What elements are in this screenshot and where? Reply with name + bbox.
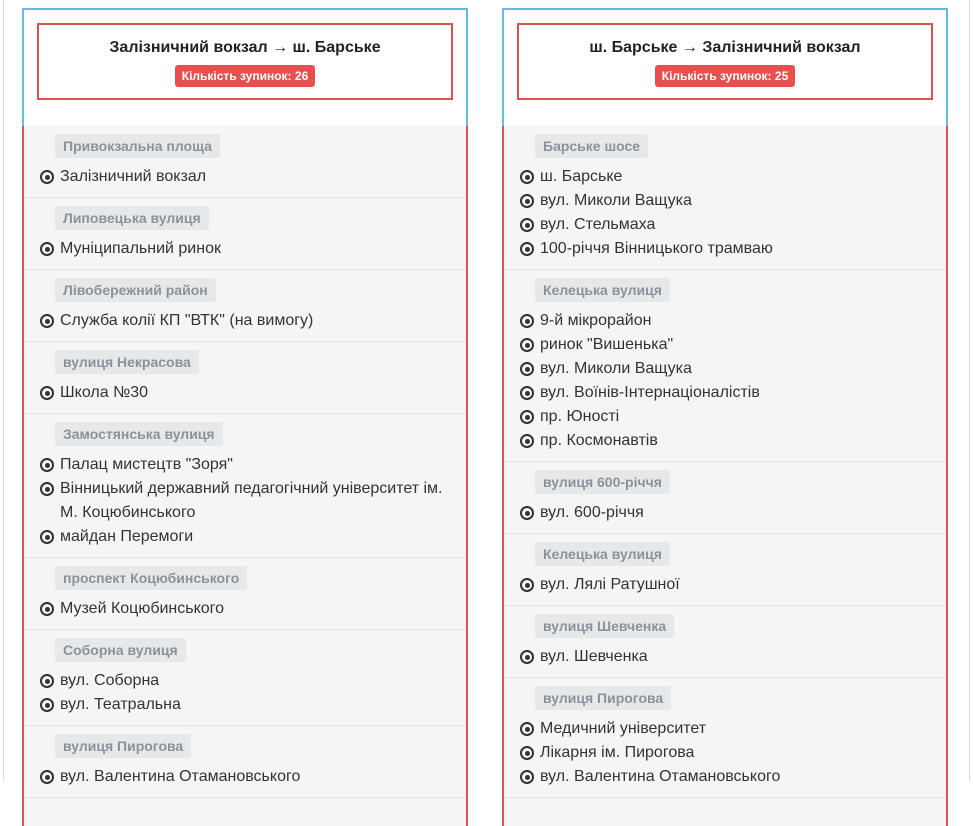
street-group — [24, 726, 466, 798]
stop-list — [520, 645, 946, 669]
dot-circle-icon — [520, 722, 534, 736]
route-header-box — [37, 23, 453, 100]
dot-circle-icon — [520, 506, 534, 520]
street-label: Келецька вулиця — [535, 542, 670, 566]
stop-item — [520, 741, 946, 765]
stop-item — [40, 309, 466, 333]
stop-item — [40, 477, 466, 525]
route-header — [22, 8, 468, 126]
stop-name: вул. Миколи Ващука — [540, 192, 692, 209]
dot-circle-icon — [40, 698, 54, 712]
stop-list — [520, 501, 946, 525]
stop-item — [40, 597, 466, 621]
dot-circle-icon — [520, 242, 534, 256]
stop-name: ш. Барське — [540, 168, 623, 185]
stops-body — [502, 126, 948, 826]
stop-name: пр. Космонавтів — [540, 432, 658, 449]
stop-name: Служба колії КП "ВТК" (на вимогу) — [60, 312, 314, 329]
street-group — [24, 414, 466, 558]
street-label: проспект Коцюбинського — [55, 566, 247, 590]
street-label: Привокзальна площа — [55, 134, 220, 158]
stop-name: Медичний університет — [540, 720, 707, 737]
route-title: ш. Барське → Залізничний вокзал — [589, 39, 861, 56]
stop-list — [40, 165, 466, 189]
stop-name: Школа №30 — [60, 384, 149, 401]
stop-list — [40, 669, 466, 717]
dot-circle-icon — [40, 458, 54, 472]
street-label: вулиця Пирогова — [55, 734, 191, 758]
stop-item — [40, 237, 466, 261]
stop-item — [40, 381, 466, 405]
street-group — [24, 126, 466, 198]
stop-name: майдан Перемоги — [60, 528, 194, 545]
dot-circle-icon — [520, 218, 534, 232]
street-group — [504, 606, 946, 678]
stop-name: Муніципальний ринок — [60, 240, 221, 257]
stop-name: Залізничний вокзал — [60, 168, 207, 185]
street-label: Барське шосе — [535, 134, 648, 158]
stop-list — [520, 309, 946, 453]
stop-list — [520, 717, 946, 789]
stop-name: вул. Миколи Ващука — [540, 360, 692, 377]
dot-circle-icon — [40, 602, 54, 616]
dot-circle-icon — [40, 386, 54, 400]
stop-item — [520, 429, 946, 453]
dot-circle-icon — [520, 386, 534, 400]
stop-name: Палац мистецтв "Зоря" — [60, 456, 233, 473]
stops-count-badge: Кількість зупинок: 26 — [175, 65, 316, 87]
stop-item — [40, 165, 466, 189]
stop-item — [520, 357, 946, 381]
route-title: Залізничний вокзал → ш. Барське — [109, 39, 381, 56]
street-group — [24, 342, 466, 414]
stop-name: вул. Лялі Ратушної — [540, 576, 680, 593]
street-label: Липовецька вулиця — [55, 206, 209, 230]
stop-item — [520, 189, 946, 213]
stop-name: вул. Воїнів-Інтернаціоналістів — [540, 384, 760, 401]
stop-list — [40, 453, 466, 549]
stop-item — [40, 525, 466, 549]
stops-body — [22, 126, 468, 826]
dot-circle-icon — [520, 194, 534, 208]
stop-item — [40, 453, 466, 477]
dot-circle-icon — [40, 314, 54, 328]
stop-list — [40, 765, 466, 789]
dot-circle-icon — [520, 338, 534, 352]
stop-item — [40, 669, 466, 693]
street-group — [24, 630, 466, 726]
stop-name: вул. 600-річчя — [540, 504, 644, 521]
stop-item — [520, 309, 946, 333]
street-label: вулиця Некрасова — [55, 350, 199, 374]
street-group — [504, 126, 946, 270]
street-group — [24, 198, 466, 270]
stop-name: 9-й мікрорайон — [540, 312, 652, 329]
stop-list — [40, 309, 466, 333]
dot-circle-icon — [40, 482, 54, 496]
stop-item — [40, 765, 466, 789]
stop-name: вул. Валентина Отамановського — [60, 768, 301, 785]
dot-circle-icon — [40, 770, 54, 784]
stop-name: 100-річчя Вінницького трамваю — [540, 240, 773, 257]
stop-item — [520, 333, 946, 357]
stop-list — [520, 573, 946, 597]
stop-item — [520, 717, 946, 741]
dot-circle-icon — [40, 242, 54, 256]
street-label: вулиця Шевченка — [535, 614, 674, 638]
route-header — [502, 8, 948, 126]
street-group — [504, 462, 946, 534]
stop-name: пр. Юності — [540, 408, 620, 425]
page-edge-left — [3, 0, 4, 781]
stop-item — [520, 213, 946, 237]
stop-item — [520, 405, 946, 429]
route-header-box — [517, 23, 933, 100]
stop-name: вул. Шевченка — [540, 648, 648, 665]
dot-circle-icon — [520, 746, 534, 760]
stop-item — [520, 645, 946, 669]
street-label: вулиця 600-річчя — [535, 470, 670, 494]
dot-circle-icon — [520, 770, 534, 784]
street-label: Соборна вулиця — [55, 638, 186, 662]
stop-item — [520, 237, 946, 261]
stop-name: вул. Театральна — [60, 696, 181, 713]
street-group — [504, 534, 946, 606]
stop-name: вул. Стельмаха — [540, 216, 656, 233]
dot-circle-icon — [40, 170, 54, 184]
route-panel-return — [502, 8, 948, 808]
dot-circle-icon — [520, 650, 534, 664]
stop-item — [520, 765, 946, 789]
stop-list — [520, 165, 946, 261]
dot-circle-icon — [520, 434, 534, 448]
stop-name: Вінницький державний педагогічний університет ім. М. Коцюбинського — [60, 480, 443, 521]
stop-list — [40, 237, 466, 261]
stop-item — [520, 165, 946, 189]
street-group — [24, 558, 466, 630]
stop-name: вул. Соборна — [60, 672, 160, 689]
street-label: Лівобережний район — [55, 278, 216, 302]
stop-list — [40, 381, 466, 405]
street-group — [504, 678, 946, 798]
stops-count-badge: Кількість зупинок: 25 — [655, 65, 796, 87]
stop-list — [40, 597, 466, 621]
street-group — [24, 270, 466, 342]
dot-circle-icon — [40, 530, 54, 544]
dot-circle-icon — [520, 314, 534, 328]
page-edge-right — [969, 0, 970, 781]
stop-name: Музей Коцюбинського — [60, 600, 225, 617]
stop-name: ринок "Вишенька" — [540, 336, 674, 353]
street-label: вулиця Пирогова — [535, 686, 671, 710]
dot-circle-icon — [40, 674, 54, 688]
stop-name: вул. Валентина Отамановського — [540, 768, 781, 785]
stop-name: Лікарня ім. Пирогова — [540, 744, 695, 761]
stop-item — [520, 573, 946, 597]
dot-circle-icon — [520, 578, 534, 592]
dot-circle-icon — [520, 170, 534, 184]
dot-circle-icon — [520, 410, 534, 424]
street-label: Келецька вулиця — [535, 278, 670, 302]
stop-item — [520, 501, 946, 525]
stop-item — [40, 693, 466, 717]
dot-circle-icon — [520, 362, 534, 376]
route-panel-forward — [22, 8, 468, 808]
street-label: Замостянська вулиця — [55, 422, 223, 446]
street-group — [504, 270, 946, 462]
stop-item — [520, 381, 946, 405]
